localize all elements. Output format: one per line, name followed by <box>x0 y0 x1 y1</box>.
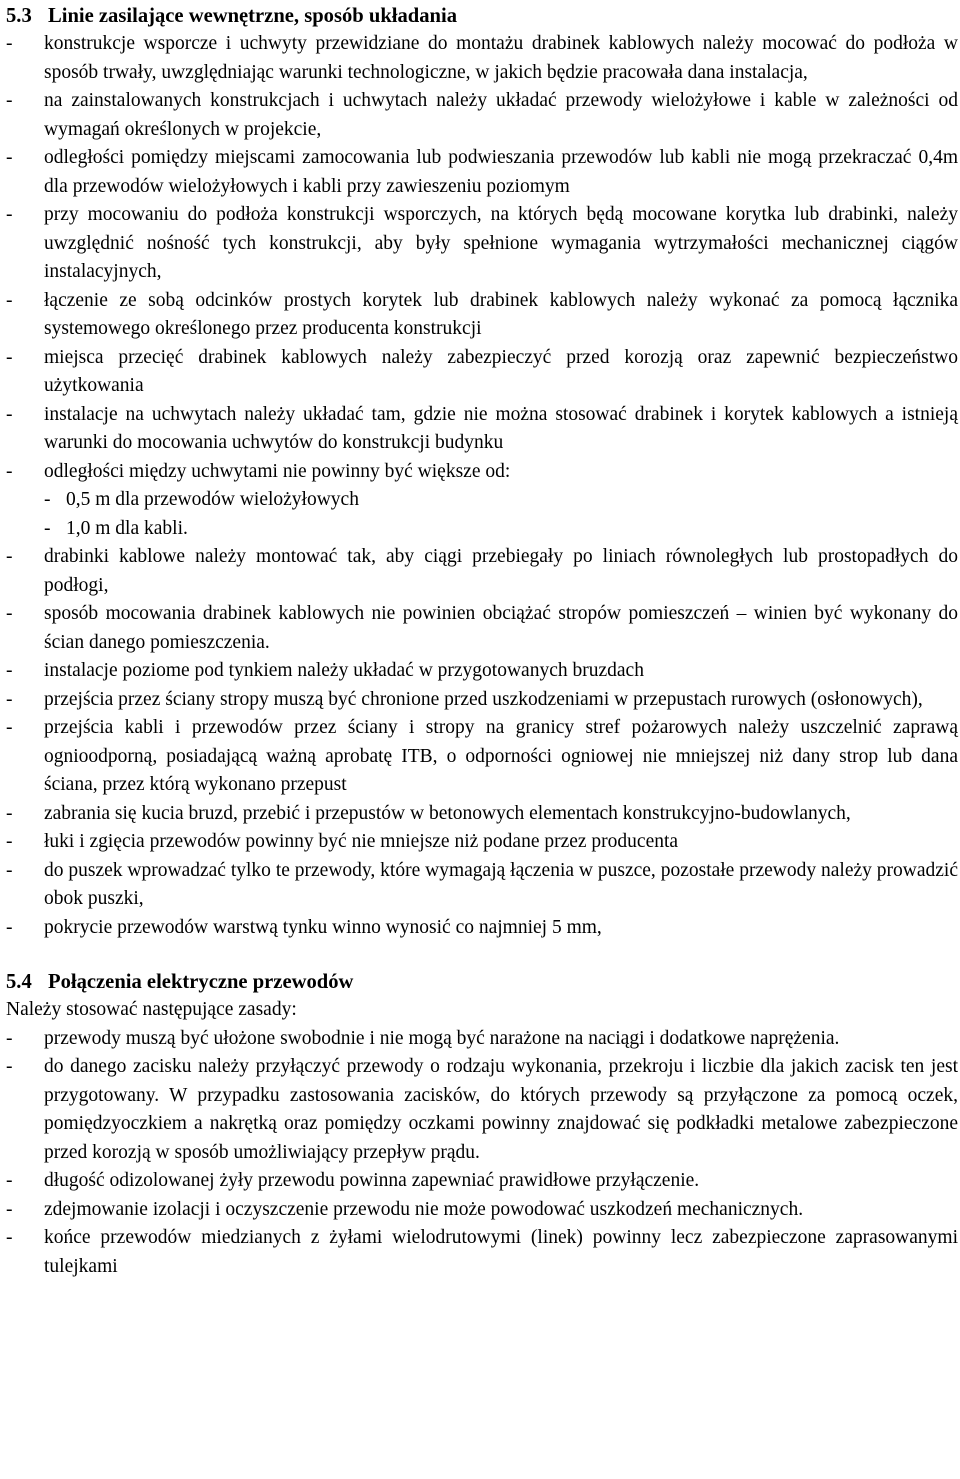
bullet-dash: - <box>6 802 13 824</box>
list-item <box>6 600 958 657</box>
sub-list-item <box>44 486 958 515</box>
list-item-text: instalacje na uchwytach należy układać tam, gdzie nie można stosować drabinek i korytek kablowych a istnieją warunki do mocowania uchwytów do konstrukcji budynku <box>44 403 958 453</box>
list-item-text: do puszek wprowadzać tylko te przewody, które wymagają łączenia w puszce, pozostałe przewody należy prowadzić obok puszki, <box>44 859 958 909</box>
list-item <box>6 87 958 144</box>
list-item-text: długość odizolowanej żyły przewodu powinna zapewniać prawidłowe przyłączenie. <box>44 1170 700 1191</box>
list-item-text: przewody muszą być ułożone swobodnie i nie mogą być narażone na naciągi i dodatkowe naprężenia. <box>44 1027 840 1049</box>
list-item-body <box>44 458 958 544</box>
list-item-text: zabrania się kucia bruzd, przebić i przepustów w betonowych elementach konstrukcyjno-budowlanych, <box>44 802 851 824</box>
section-heading-5-3 <box>6 2 958 30</box>
bullet-dash: - <box>6 1170 13 1191</box>
sub-list-item <box>44 515 958 544</box>
bullet-dash: - <box>6 33 13 54</box>
bullet-dash: - <box>6 1056 13 1077</box>
list-item <box>6 857 958 914</box>
bullet-dash: - <box>6 916 13 938</box>
sub-list <box>44 486 958 543</box>
section-5-4-list <box>6 1025 958 1282</box>
bullet-dash: - <box>44 517 51 539</box>
bullet-dash: - <box>6 1027 13 1049</box>
bullet-dash: - <box>6 859 13 881</box>
list-item <box>6 828 958 857</box>
bullet-dash: - <box>6 603 13 624</box>
list-item <box>6 686 958 715</box>
bullet-dash: - <box>6 204 13 225</box>
list-item <box>6 458 958 544</box>
list-item <box>6 144 958 201</box>
list-item-text: pokrycie przewodów warstwą tynku winno wynosić co najmniej 5 mm, <box>44 916 602 938</box>
list-item-text: przejścia przez ściany stropy muszą być chronione przed uszkodzeniami w przepustach rurowych (osłonowych), <box>44 688 923 710</box>
section-5-3-list <box>6 30 958 942</box>
bullet-dash: - <box>44 489 51 510</box>
list-item-text: łączenie ze sobą odcinków prostych korytek lub drabinek kablowych należy wykonać za pomocą łącznika systemowego określonego przez producenta konstrukcji <box>44 289 958 339</box>
list-item-text: odległości pomiędzy miejscami zamocowania lub podwieszania przewodów lub kabli nie mogą przekraczać 0,4m dla przewodów wielożyłowych i kabli przy zawieszeniu poziomym <box>44 147 958 197</box>
section-title: Połączenia elektryczne przewodów <box>48 971 354 993</box>
bullet-dash: - <box>6 831 13 852</box>
section-title: Linie zasilające wewnętrzne, sposób układania <box>48 5 458 27</box>
list-item-text: instalacje poziome pod tynkiem należy układać w przygotowanych bruzdach <box>44 660 644 681</box>
list-item <box>6 1196 958 1225</box>
list-item-text: miejsca przecięć drabinek kablowych należy zabezpieczyć przed korozją oraz zapewnić bezpieczeństwo użytkowania <box>44 346 958 396</box>
list-item <box>6 914 958 943</box>
list-item <box>6 201 958 287</box>
sub-list-item-text: 1,0 m dla kabli. <box>66 517 188 539</box>
bullet-dash: - <box>6 688 13 710</box>
list-item <box>6 344 958 401</box>
list-item <box>6 657 958 686</box>
list-item-text: na zainstalowanych konstrukcjach i uchwytach należy układać przewody wielożyłowe i kable w zależności od wymagań określonych w projekcie, <box>44 90 958 140</box>
sub-list-item-text: 0,5 m dla przewodów wielożyłowych <box>66 489 359 510</box>
bullet-dash: - <box>6 147 13 168</box>
list-item-text: do danego zacisku należy przyłączyć przewody o rodzaju wykonania, przekroju i liczbie dla jakich zacisk ten jest przygotowany. W przypadku zastosowania zacisków, do których przewody są przyłączone za pomocą oczek, pomiędzyoczkiem a nakrętką oraz pomiędzy oczkami powinny znajdować się podkładki metalowe zabezpieczone przed korozją w sposób umożliwiający przepływ prądu. <box>44 1056 958 1163</box>
bullet-dash: - <box>6 660 13 681</box>
list-item <box>6 401 958 458</box>
list-item <box>6 714 958 800</box>
bullet-dash: - <box>6 1198 13 1220</box>
list-item <box>6 543 958 600</box>
section-intro: Należy stosować następujące zasady: <box>6 999 297 1020</box>
section-number: 5.4 <box>6 971 32 993</box>
list-item <box>6 1167 958 1196</box>
bullet-dash: - <box>6 1227 13 1248</box>
list-item-text: konstrukcje wsporcze i uchwyty przewidziane do montażu drabinek kablowych należy mocować do podłoża w sposób trwały, uwzględniając warunki technologiczne, w jakich będzie pracowała dana instalacja, <box>44 33 958 83</box>
list-item <box>6 800 958 829</box>
list-item-text: drabinki kablowe należy montować tak, aby ciągi przebiegały po liniach równoległych lub prostopadłych do podłogi, <box>44 546 958 596</box>
list-item-text: odległości między uchwytami nie powinny być większe od: <box>44 460 511 482</box>
list-item-text: przy mocowaniu do podłoża konstrukcji wsporczych, na których będą mocowane korytka lub drabinki, należy uwzględnić nośność tych konstrukcji, aby były spełnione wymagania wytrzymałości mechanicznej ciągów instalacyjnych, <box>44 204 958 282</box>
bullet-dash: - <box>6 289 13 311</box>
bullet-dash: - <box>6 546 13 567</box>
section-heading-5-4 <box>6 968 958 996</box>
bullet-dash: - <box>6 346 13 368</box>
list-item-text: łuki i zgięcia przewodów powinny być nie mniejsze niż podane przez producenta <box>44 831 679 852</box>
list-item <box>6 1224 958 1281</box>
list-item <box>6 1025 958 1054</box>
list-item <box>6 287 958 344</box>
list-item <box>6 30 958 87</box>
bullet-dash: - <box>6 403 13 425</box>
section-number: 5.3 <box>6 5 32 27</box>
bullet-dash: - <box>6 90 13 111</box>
list-item <box>6 1053 958 1167</box>
bullet-dash: - <box>6 717 13 738</box>
list-item-text: sposób mocowania drabinek kablowych nie powinien obciążać stropów pomieszczeń – winien być wykonany do ścian danego pomieszczenia. <box>44 603 958 653</box>
list-item-text: zdejmowanie izolacji i oczyszczenie przewodu nie może powodować uszkodzeń mechanicznych. <box>44 1198 804 1220</box>
list-item-text: przejścia kabli i przewodów przez ściany i stropy na granicy stref pożarowych należy uszczelnić zaprawą ognioodporną, posiadającą ważną aprobatę ITB, o odporności ogniowej nie mniejszej niż dany strop lub dana ściana, przez którą wykonano przepust <box>44 717 958 795</box>
bullet-dash: - <box>6 460 13 482</box>
list-item-text: końce przewodów miedzianych z żyłami wielodrutowymi (linek) powinny lecz zabezpieczone zaprasowanymi tulejkami <box>44 1227 958 1277</box>
